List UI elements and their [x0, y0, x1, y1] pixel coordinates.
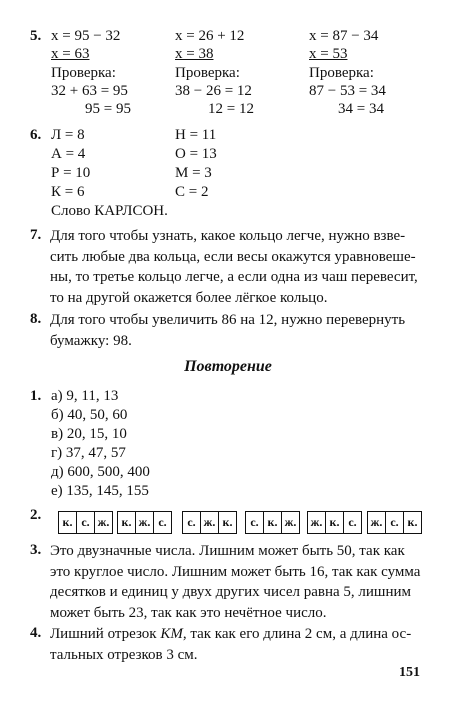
letter-box: к.	[407, 515, 418, 529]
box-group	[367, 511, 422, 534]
list-item: а) 9, 11, 13	[51, 388, 119, 404]
letter-value: А = 4	[51, 146, 86, 162]
text-line: тальных отрезков 3 см.	[50, 646, 198, 663]
task-8-number: 8.	[30, 311, 42, 327]
letter-box: к.	[59, 512, 77, 533]
check-line-1: 87 − 53 = 34	[309, 83, 386, 99]
text-line	[50, 624, 426, 645]
equation: x = 26 + 12	[175, 28, 245, 44]
equation-result: x = 38	[175, 46, 214, 62]
letter-box: к.	[222, 515, 233, 529]
text-line: это круглое число. Лишним может быть 16, так как сумма	[50, 563, 421, 580]
letter-value: Н = 11	[175, 127, 217, 143]
check-label: Проверка:	[309, 65, 374, 81]
task-8-text	[50, 310, 426, 351]
letter-value: Р = 10	[51, 165, 91, 181]
letter-box: ж.	[136, 512, 154, 533]
check-label: Проверка:	[175, 65, 240, 81]
letter-box: с.	[348, 515, 357, 529]
box-group	[245, 511, 300, 534]
letter-value: С = 2	[175, 184, 209, 200]
letter-box: ж.	[97, 515, 110, 529]
review-2-number: 2.	[30, 507, 42, 523]
letter-box: ж.	[201, 512, 219, 533]
check-line-2: 34 = 34	[338, 101, 384, 117]
text-line: Для того чтобы узнать, какое кольцо легче, нужно взве-	[50, 228, 406, 244]
text-line: то на другой окажется более лёгкое кольцо.	[50, 289, 328, 306]
letter-box: к.	[264, 512, 282, 533]
review-3-text	[50, 541, 426, 623]
text-line: может быть 23, так как это нечётное число.	[50, 604, 327, 621]
equation: x = 87 − 34	[309, 28, 379, 44]
review-1-number: 1.	[30, 388, 42, 404]
list-item: б) 40, 50, 60	[51, 407, 128, 423]
task-6-number: 6.	[30, 127, 42, 143]
page-number: 151	[399, 665, 420, 680]
review-4-number: 4.	[30, 625, 42, 641]
letter-value: Л = 8	[51, 127, 85, 143]
letter-box: с.	[77, 512, 95, 533]
check-label: Проверка:	[51, 65, 116, 81]
letter-value: О = 13	[175, 146, 217, 162]
section-heading: Повторение	[184, 358, 272, 375]
check-line-2: 95 = 95	[85, 101, 131, 117]
task-7-number: 7.	[30, 227, 42, 243]
list-item: г) 37, 47, 57	[51, 445, 126, 461]
check-line-2: 12 = 12	[208, 101, 254, 117]
letter-value: М = 3	[175, 165, 212, 181]
box-group	[58, 511, 113, 534]
letter-box: с.	[158, 515, 167, 529]
list-item: е) 135, 145, 155	[51, 483, 149, 499]
letter-box: с.	[183, 512, 201, 533]
letter-box: к.	[118, 512, 136, 533]
letter-box: с.	[386, 512, 404, 533]
check-line-1: 32 + 63 = 95	[51, 83, 128, 99]
text-line: Это двузначные числа. Лишним может быть 50, так как	[50, 543, 405, 559]
check-line-1: 38 − 26 = 12	[175, 83, 252, 99]
segment-name: KM	[160, 626, 183, 642]
equation-result: x = 53	[309, 46, 348, 62]
letter-value: К = 6	[51, 184, 85, 200]
letter-box: ж.	[368, 512, 386, 533]
list-item: в) 20, 15, 10	[51, 426, 127, 442]
equation: x = 95 − 32	[51, 28, 121, 44]
letter-box: ж.	[308, 512, 326, 533]
text-fragment: Лишний отрезок	[50, 626, 161, 642]
review-3-number: 3.	[30, 542, 42, 558]
text-line: ны, то третье кольцо легче, а если одна из чаш перевесит,	[50, 269, 418, 285]
letter-box: с.	[246, 512, 264, 533]
box-group	[307, 511, 362, 534]
list-item: д) 600, 500, 400	[51, 464, 150, 480]
letter-box: ж.	[284, 515, 297, 529]
equation-result: x = 63	[51, 46, 90, 62]
letter-box: к.	[326, 512, 344, 533]
review-4-text	[50, 624, 426, 665]
text-line: Для того чтобы увеличить 86 на 12, нужно перевернуть	[50, 312, 406, 328]
box-group	[117, 511, 172, 534]
text-fragment: , так как его длина 2 см, а длина ос-	[182, 626, 412, 642]
text-line: бумажку: 98.	[50, 332, 132, 349]
text-line: десятков и единиц у двух других чисел равна 5, лишним	[50, 584, 412, 600]
task-7-text	[50, 226, 426, 308]
task-5-number: 5.	[30, 28, 42, 44]
answer-word: Слово КАРЛСОН.	[51, 203, 168, 219]
text-line: сить любые два кольца, если весы окажутся уравновеше-	[50, 248, 416, 265]
box-group	[182, 511, 237, 534]
